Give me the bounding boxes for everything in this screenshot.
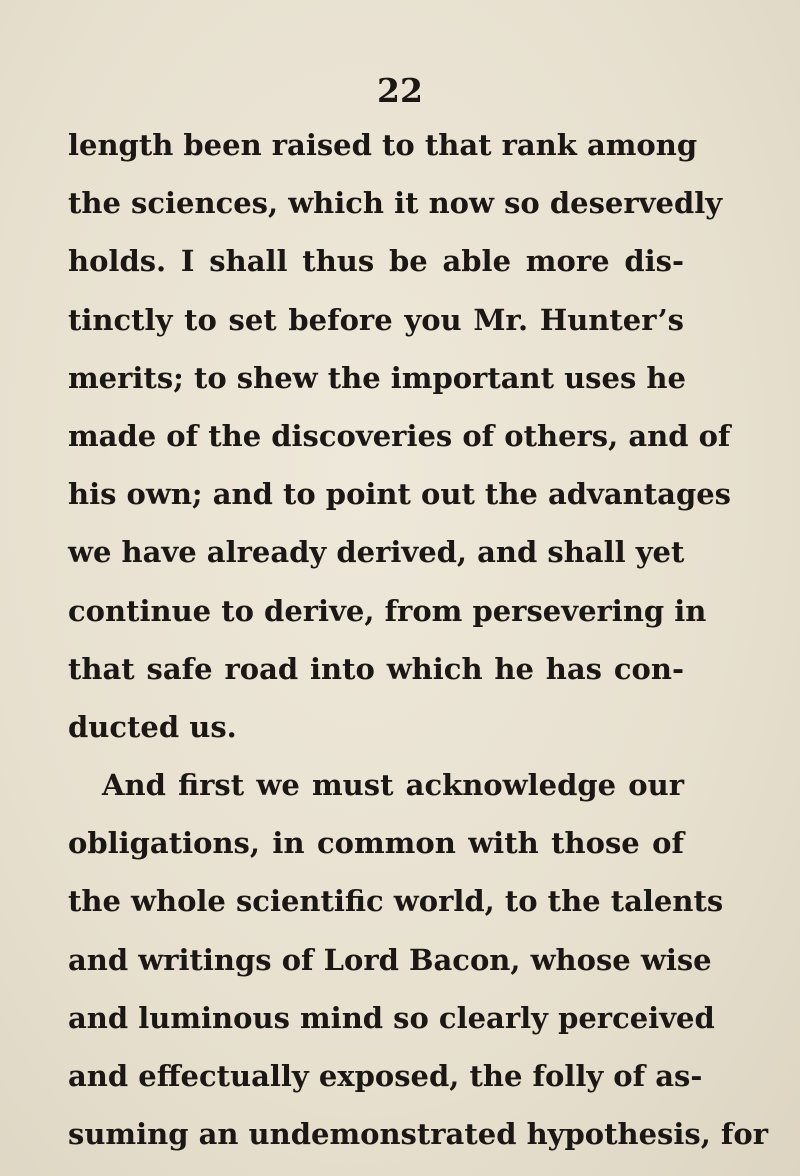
text-line: we have already derived, and shall yet (68, 535, 685, 570)
text-line: the sciences, which it now so deservedly (68, 186, 723, 221)
text-line: merits; to shew the important uses he (68, 360, 686, 395)
text-line: and writings of Lord Bacon, whose wise (68, 942, 712, 977)
text-line: tinctly to set before you Mr. Hunter’s (68, 302, 684, 337)
text-line: made of the discoveries of others, and of (68, 418, 731, 453)
text-line: that safe road into which he has con- (68, 651, 684, 686)
page-number: 22 (377, 71, 423, 110)
text-line: and luminous mind so clearly perceived (68, 1000, 715, 1035)
text-line: continue to derive, from persevering in (68, 593, 707, 628)
text-line: his own; and to point out the advantages (68, 477, 731, 512)
text-line: suming an undemonstrated hypothesis, for (68, 1117, 769, 1152)
text-line: And first we must acknowledge our (102, 768, 684, 803)
text-line: holds. I shall thus be able more dis- (68, 244, 684, 279)
text-line: the whole scientific world, to the talents (68, 884, 724, 919)
text-line: ducted us. (68, 709, 237, 744)
text-line: obligations, in common with those of (68, 826, 684, 861)
text-line: and effectually exposed, the folly of as- (68, 1059, 703, 1093)
text-line: length been raised to that rank among (68, 128, 698, 162)
body-text (68, 116, 769, 1163)
